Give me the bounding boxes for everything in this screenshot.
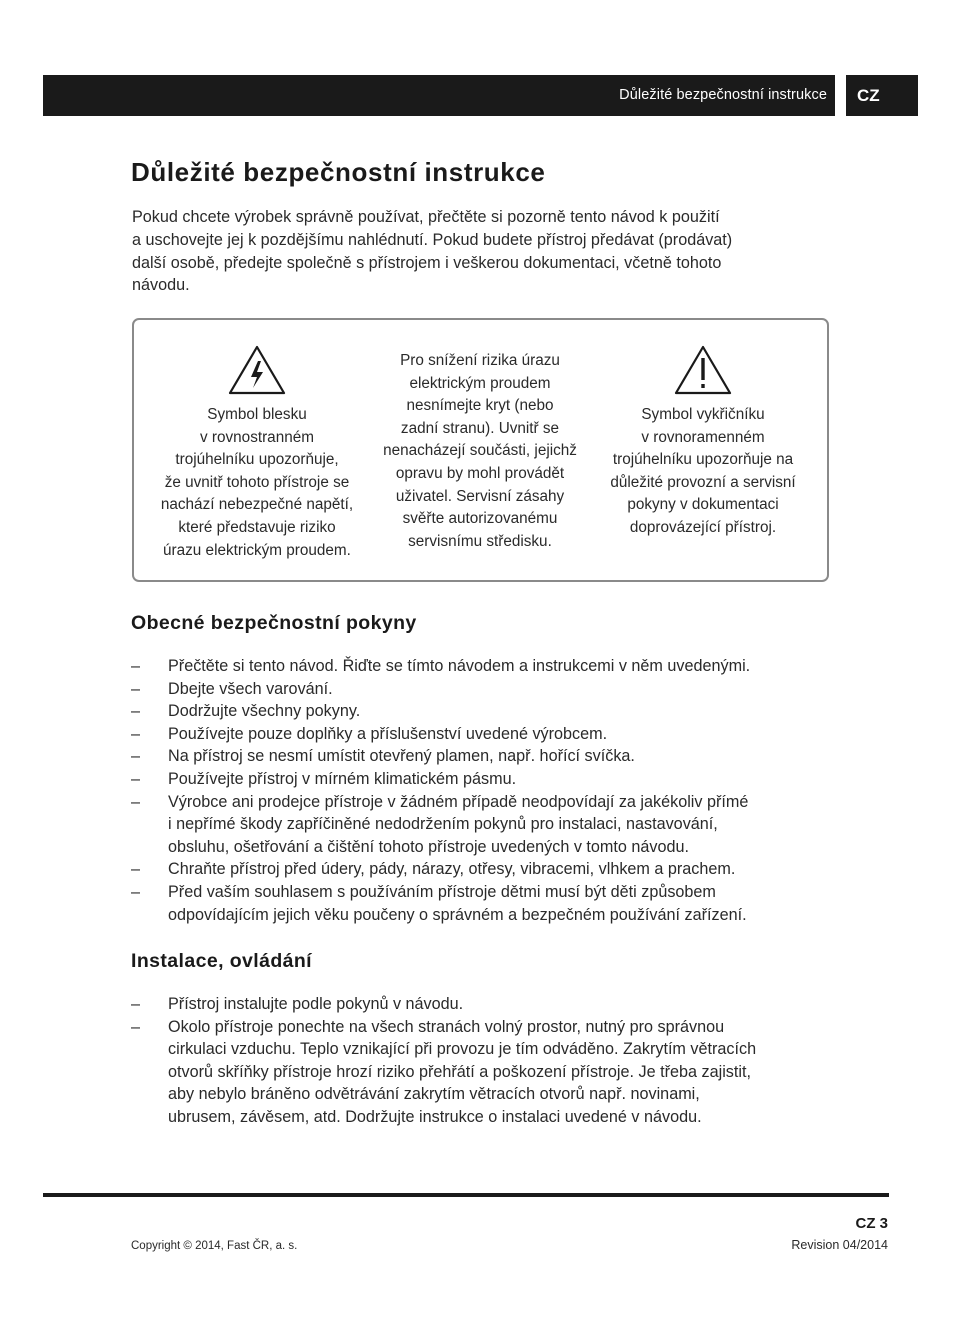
cover-warning-line: nesnímejte kryt (nebo <box>406 397 554 415</box>
list-item <box>131 791 831 859</box>
installation-section-title: Instalace, ovládání <box>131 950 313 972</box>
header-bar <box>43 75 835 116</box>
language-badge: CZ <box>846 75 918 116</box>
exclamation-symbol-column <box>592 344 814 540</box>
lightning-text-line: úrazu elektrickým proudem. <box>163 541 351 559</box>
list-item-line: ubrusem, závěsem, atd. Dodržujte instrukce o instalaci uvedené v návodu. <box>168 1107 702 1126</box>
list-item-line: odpovídajícím jejich věku poučeny o správném a bezpečném používání zařízení. <box>168 905 747 924</box>
list-item-line: aby nebylo bráněno odvětrávání zakrytím větracích otvorů např. novinami, <box>168 1085 700 1104</box>
footer-divider <box>43 1193 889 1197</box>
cover-warning-line: elektrickým proudem <box>409 374 551 392</box>
cover-warning-line: servisnímu středisku. <box>408 532 552 550</box>
intro-line: návodu. <box>132 276 190 295</box>
page-number: CZ 3 <box>855 1215 888 1232</box>
lightning-text-line: trojúhelníku upozorňuje, <box>175 451 339 469</box>
cover-warning-line: uživatel. Servisní zásahy <box>395 487 565 505</box>
exclamation-triangle-icon <box>673 344 733 396</box>
list-dash: – <box>131 792 141 811</box>
list-item-line: Před vaším souhlasem s používáním přístroje dětmi musí být děti způsobem <box>168 882 716 901</box>
general-instructions-list <box>131 655 831 926</box>
cover-warning-line: opravu by mohl provádět <box>395 464 565 482</box>
list-dash: – <box>131 860 141 879</box>
list-item <box>131 655 831 678</box>
intro-line: a uschovejte jej k pozdějšímu nahlédnutí. Pokud budete přístroj předávat (prodávat) <box>132 230 733 249</box>
list-item <box>131 678 831 701</box>
list-item <box>131 858 831 881</box>
list-item-line: Používejte přístroj v mírném klimatickém pásmu. <box>168 769 517 788</box>
list-dash: – <box>131 882 141 901</box>
list-item-line: Na přístroj se nesmí umístit otevřený plamen, např. hořící svíčka. <box>168 747 635 766</box>
lightning-text-line: že uvnitř tohoto přístroje se <box>164 473 350 491</box>
list-item <box>131 723 831 746</box>
list-dash: – <box>131 724 141 743</box>
list-dash: – <box>131 769 141 788</box>
intro-line: další osobě, předejte společně s přístrojem i veškerou dokumentaci, včetně tohoto <box>132 253 722 272</box>
list-item <box>131 745 831 768</box>
list-item-line: Okolo přístroje ponechte na všech stranách volný prostor, nutný pro správnou <box>168 1017 725 1036</box>
exclamation-text-line: trojúhelníku upozorňuje na <box>612 451 794 469</box>
list-item-line: Dbejte všech varování. <box>168 679 333 698</box>
lightning-text-line: které představuje riziko <box>178 518 336 536</box>
revision-label: Revision 04/2014 <box>791 1238 888 1252</box>
list-item-line: Přečtěte si tento návod. Řiďte se tímto návodem a instrukcemi v něm uvedenými. <box>168 657 751 675</box>
lightning-triangle-icon <box>227 344 287 396</box>
list-dash: – <box>131 747 141 766</box>
list-item <box>131 1016 831 1129</box>
list-item <box>131 700 831 723</box>
list-item <box>131 993 831 1016</box>
cover-warning-column <box>372 350 588 553</box>
list-item-line: otvorů skříňky přístroje hrozí riziko přehřátí a poškození přístroje. Je třeba zajistit, <box>168 1062 751 1081</box>
list-item-line: Chraňte přístroj před údery, pády, nárazy, otřesy, vibracemi, vlhkem a prachem. <box>168 860 736 879</box>
intro-line: Pokud chcete výrobek správně používat, přečtěte si pozorně tento návod k použití <box>132 208 720 226</box>
safety-warning-box <box>132 318 829 582</box>
header-title: Důležité bezpečnostní instrukce <box>619 87 827 103</box>
exclamation-text-line: důležité provozní a servisní <box>610 473 796 491</box>
exclamation-text-line: Symbol vykřičníku <box>641 406 765 423</box>
list-item <box>131 768 831 791</box>
copyright-notice: Copyright © 2014, Fast ČR, a. s. <box>131 1240 298 1252</box>
cover-warning-line: zadní stranu). Uvnitř se <box>400 419 560 437</box>
cover-warning-line: nenacházejí součásti, jejichž <box>383 442 577 460</box>
list-item-line: Výrobce ani prodejce přístroje v žádném případě neodpovídají za jakékoliv přímé <box>168 792 749 811</box>
general-section-title: Obecné bezpečnostní pokyny <box>131 612 417 634</box>
list-dash: – <box>131 1017 141 1036</box>
list-item-line: obsluhu, ošetřování a čištění tohoto přístroje uvedených v tomto návodu. <box>168 837 690 856</box>
list-item-line: Dodržujte všechny pokyny. <box>168 702 361 721</box>
intro-paragraph <box>132 206 812 297</box>
page-title: Důležité bezpečnostní instrukce <box>131 157 546 187</box>
installation-instructions-list <box>131 993 831 1129</box>
list-dash: – <box>131 702 141 721</box>
lightning-text-line: nachází nebezpečné napětí, <box>160 496 354 514</box>
lightning-text-line: Symbol blesku <box>207 406 307 423</box>
exclamation-text-line: pokyny v dokumentaci <box>627 496 779 514</box>
list-dash: – <box>131 657 141 675</box>
list-item-line: cirkulaci vzduchu. Teplo vznikající při provozu je tím odváděno. Zakrytím větracích <box>168 1040 757 1059</box>
list-item-line: i nepřímé škody zapříčiněné nedodržením pokynů pro instalaci, nastavování, <box>168 815 718 834</box>
lightning-text-line: v rovnostranném <box>200 428 314 446</box>
lightning-symbol-column <box>144 344 370 562</box>
exclamation-text-line: v rovnoramenném <box>641 428 765 446</box>
list-dash: – <box>131 679 141 698</box>
exclamation-text-line: doprovázející přístroj. <box>629 518 777 536</box>
list-item-line: Přístroj instalujte podle pokynů v návodu. <box>168 995 464 1013</box>
list-dash: – <box>131 995 141 1013</box>
list-item <box>131 881 831 926</box>
list-item-line: Používejte pouze doplňky a příslušenství uvedené výrobcem. <box>168 724 608 743</box>
cover-warning-line: Pro snížení rizika úrazu <box>400 352 560 369</box>
cover-warning-line: svěřte autorizovanému <box>402 510 558 528</box>
